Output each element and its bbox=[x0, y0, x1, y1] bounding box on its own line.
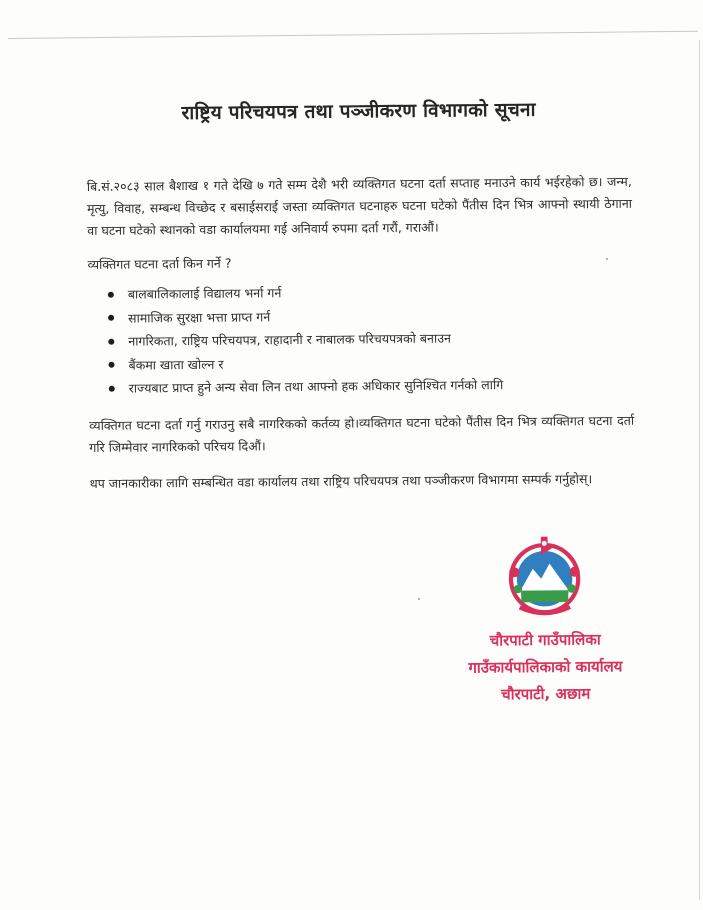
bullet-icon bbox=[108, 338, 114, 344]
notice-body bbox=[86, 95, 635, 509]
reason-text: बालबालिकालाई विद्यालय भर्ना गर्न bbox=[127, 285, 282, 302]
bullet-icon bbox=[108, 291, 114, 297]
bullet-icon bbox=[109, 385, 115, 391]
reason-text: बैंकमा खाता खोल्न र bbox=[128, 356, 224, 373]
why-heading: व्यक्तिगत घटना दर्ता किन गर्ने ? bbox=[87, 255, 232, 272]
contact-paragraph: थप जानकारीका लागि सम्बन्धित वडा कार्यालय तथा राष्ट्रिय परिचयपत्र तथा पञ्जीकरण विभागमा सम्पर्क गर्नुहोस्। bbox=[89, 470, 593, 491]
issuer-block bbox=[409, 534, 681, 710]
issuer-line-2: गाउँकार्यपालिकाको कार्यालय bbox=[468, 657, 623, 677]
bullet-icon bbox=[108, 315, 114, 321]
issuer-line-3: चौरपाटी, अछाम bbox=[501, 684, 591, 704]
issuer-line-1: चौरपाटी गाउँपालिका bbox=[489, 630, 601, 650]
reasons-list bbox=[88, 278, 634, 401]
list-item bbox=[109, 372, 634, 401]
scan-edge-right bbox=[699, 40, 700, 900]
reason-text: सामाजिक सुरक्षा भत्ता प्राप्त गर्न bbox=[128, 308, 271, 326]
duty-paragraph: व्यक्तिगत घटना दर्ता गर्नु गराउनु सबै नागरिकको कर्तव्य हो।व्यक्तिगत घटना घटेको पैंतीस दिन भित्र व्यक्तिगत घटना दर्ता गरि जिम्मेवार नागरिकको परिचय दिऔं। bbox=[89, 412, 635, 455]
scan-edge-top bbox=[8, 31, 698, 39]
intro-paragraph: बि.सं.२०८३ साल बैशाख १ गते देखि ७ गते सम्म देशै भरी व्यक्तिगत घटना दर्ता सप्ताह मनाउने कार्य भईरहेको छ। जन्म, मृत्यु, विवाह, सम्बन्ध विच्छेद र बसाईसराई जस्ता व्यक्तिगत घटनाहरु घटना घटेको पैंतीस दिन भित्र आफ्नो स्थायी ठेगाना वा घटना घटेको स्थानको वडा कार्यालयमा गई अनिवार्य रुपमा दर्ता गरौं, गराऔं। bbox=[86, 173, 633, 238]
bullet-icon bbox=[109, 362, 115, 368]
reason-text: नागरिकता, राष्ट्रिय परिचयपत्र, राहादानी र नाबालक परिचयपत्रको बनाउन bbox=[128, 330, 452, 349]
reason-text: राज्यबाट प्राप्त हुने अन्य सेवा लिन तथा आफ्नो हक अधिकार सुनिश्चित गर्नको लागि bbox=[128, 377, 504, 396]
nepal-emblem-icon bbox=[502, 535, 587, 620]
notice-title: राष्ट्रिय परिचयपत्र तथा पञ्जीकरण विभागको सूचना bbox=[181, 98, 536, 125]
